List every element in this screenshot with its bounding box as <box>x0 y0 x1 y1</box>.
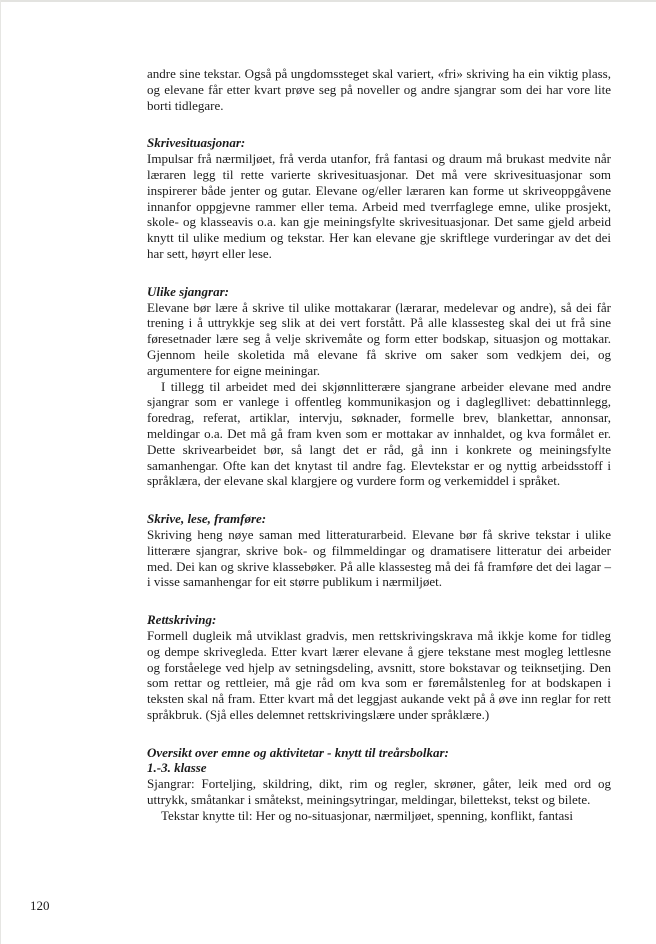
section-heading-skrivesituasjonar: Skrivesituasjonar: <box>147 135 246 151</box>
intro-paragraph: andre sine tekstar. Også på ungdomssteget skal variert, «fri» skriving ha ein viktig plass, og elevane får etter kvart prøve seg på noveller og andre sjangrar som dei har vore lite borti tidlegare. <box>147 66 611 113</box>
paragraph: I tillegg til arbeidet med dei skjønnlitterære sjangrane arbeider elevane med andre sjangrar som er vanlege i offentleg kommunikasjon og i daglegllivet: debattinnlegg, foredrag, referat, artiklar, intervju, søknader, formelle brev, blankettar, annonsar, meldingar o.a. Det må gå fram kven som er mottakar av innhaldet, og kva formålet er. Dette skrivearbeidet bør, så langt det er råd, gå inn i konkrete og meiningsfylte samanhengar. Ofte kan det knytast til andre fag. Elevtekstar er og nyttig arbeidsstoff i språklæra, der elevane skal klargjere og vurdere form og verkemiddel i språket. <box>147 378 611 489</box>
paragraph: Sjangrar: Forteljing, skildring, dikt, rim og regler, skrøner, gåter, leik med ord og uttrykk, småtankar i småtekst, meiningsytringar, meldingar, bilettekst, tekst og bilete. <box>147 776 611 808</box>
paragraph: Formell dugleik må utviklast gradvis, men rettskrivingskrava må ikkje kome for tidleg og dempe skrivegleda. Etter kvart lærer elevane å gjere tekstane mest mogleg lettlesne og forståelege ved hjelp av setningsdeling, avsnitt, store bokstavar og teiknsetjing. Den som rettar og rettleier, må gje råd om kva som er føremålstenleg for at bodskapen i teksten skal nå fram. Etter kvart må det leggjast aukande vekt på å øve inn reglar for rett språkbruk. (Sjå elles delemnet rettskrivingslære under språklære.) <box>147 627 611 722</box>
section-heading-rettskriving: Rettskriving: <box>147 612 217 628</box>
page-edge-top <box>0 0 656 2</box>
overview-subheading: 1.-3. klasse <box>147 760 207 776</box>
paragraph: Elevane bør lære å skrive til ulike mottakarar (lærarar, medelevar og andre), så dei får trening i å uttrykkje seg slik at dei vert forstått. På alle klassesteg skal dei ut frå sine føresetnader lære seg å velje skrivemåte og form etter bodskap, situasjon og mottakar. Gjennom heile skoletida må elevane få skrive om saker som vedkjem dei, og argumentere for eigne meiningar. <box>147 299 611 378</box>
page-edge-left <box>0 0 1 944</box>
paragraph: Skriving heng nøye saman med litteraturarbeid. Elevane bør få skrive tekstar i ulike litterære sjangrar, skrive bok- og filmmeldingar og dramatisere litteratur dei arbeider med. Dei kan og skrive klassebøker. På alle klassesteg må dei få framføre det dei lagar – i visse samanhengar for eit større publikum i nærmiljøet. <box>147 526 611 590</box>
section-heading-ulike-sjangrar: Ulike sjangrar: <box>147 283 229 299</box>
page-number: 120 <box>30 898 50 913</box>
paragraph: Impulsar frå nærmiljøet, frå verda utanfor, frå fantasi og draum må brukast medvite når læraren legg til rette varierte skrivesituasjonar. Det må vere skrivesituasjonar som inspirerer både jenter og gutar. Elevane og/eller læraren kan forme ut skriveoppgåvene innanfor oppgjevne rammer eller tema. Arbeid med tverrfaglege emne, ulike prosjekt, skole- og klasseavis o.a. kan gje meiningsfylte skrivesituasjonar. Det same gjeld arbeid knytt til ulike medium og tekstar. Her kan elevane gje skriftlege vurderingar av det dei har sett, høyrt eller lese. <box>147 151 611 261</box>
section-heading-skrive-lese-framfore: Skrive, lese, framføre: <box>147 511 267 527</box>
overview-heading: Oversikt over emne og aktivitetar - knytt til treårsbolkar: <box>147 744 449 760</box>
paragraph: Tekstar knytte til: Her og no-situasjonar, nærmiljøet, spenning, konflikt, fantasi <box>161 807 573 823</box>
page-body <box>147 66 611 824</box>
